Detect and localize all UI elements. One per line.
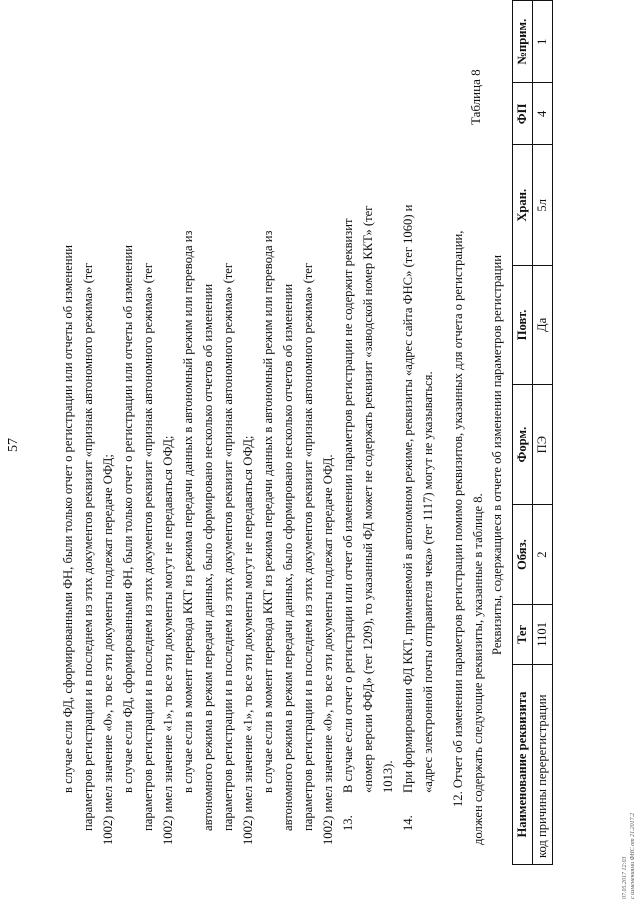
page-number: 57: [6, 438, 21, 452]
item-line: 1013).: [381, 760, 395, 793]
header-tag: Тег: [513, 604, 533, 664]
paragraph-line: 1002) имел значение «0», то все эти документы подлежат передаче ОФД;: [101, 454, 115, 845]
paragraph-12: [448, 55, 488, 845]
cell-storage: 5л: [533, 145, 553, 266]
header-format: Форм.: [513, 384, 533, 505]
header-fp: ФП: [513, 83, 533, 145]
paragraph-line: параметров регистрации и в последнем из этих документов реквизит «признак автономного режима» (тег: [221, 262, 235, 831]
paragraph-line: параметров регистрации и в последнем из этих документов реквизит «признак автономного режима» (тег: [301, 262, 315, 831]
paragraph-line: в случае если в момент перевода ККТ из режима передачи данных в автономный режим или перевода из: [181, 230, 195, 793]
document-body: [58, 55, 488, 845]
numbered-item: [338, 55, 398, 845]
cell-note-number: 1: [533, 1, 553, 83]
item-line: «адрес электронной почты отправителя чека» (тег 1117) могут не указываться.: [421, 371, 435, 793]
cell-tag: 1101: [533, 604, 553, 664]
table-caption: Таблица 8: [468, 69, 483, 125]
paragraph-line: 1002) имел значение «1», то все эти документы могут не передаваться ОФД;: [161, 435, 175, 845]
numbered-item: [398, 55, 438, 845]
scan-stamp-line-2: с изменениями ФНС от 21.2017.2: [630, 812, 636, 899]
cell-mandatory: 2: [533, 505, 553, 604]
requisites-table: [512, 0, 553, 865]
paragraph-line: в случае если ФД, сформированными ФН, были только отчет о регистрации или отчеты об изменении: [61, 245, 75, 793]
scan-stamp-line-1: 07.05.2017 12:03: [622, 856, 628, 899]
paragraph-line: 1002) имел значение «0», то все эти документы подлежат передаче ОФД.: [321, 454, 335, 845]
table-header-row: [513, 1, 533, 865]
cell-repeat: Да: [533, 266, 553, 385]
paragraph-line: параметров регистрации и в последнем из этих документов реквизит «признак автономного режима» (тег: [81, 262, 95, 831]
cell-fp: 4: [533, 83, 553, 145]
item-number: 14.: [401, 815, 415, 831]
item-line: В случае если отчет о регистрации или отчет об изменении параметров регистрации не содержит реквизит: [341, 218, 355, 793]
item-line: При формировании ФД ККТ, применяемой в автономном режиме, реквизиты «адрес сайта ФНС» (тег 1060) и: [401, 204, 415, 793]
paragraph-line: в случае если в момент перевода ККТ из режима передачи данных в автономный режим или перевода из: [261, 230, 275, 793]
paragraph-12-line: 12. Отчет об изменении параметров регистрации помимо реквизитов, указанных для отчета о регистрации,: [451, 230, 465, 807]
item-line: «номер версии ФФД» (тег 1209), то указанный ФД может не содержать реквизит «заводской номер ККТ» (тег: [361, 205, 375, 793]
paragraph-12-line: должен содержать следующие реквизиты, указанные в таблице 8.: [471, 493, 485, 845]
table-row: [533, 1, 553, 865]
header-mandatory: Обяз.: [513, 505, 533, 604]
paragraph-line: автономного режима в режим передачи данных, было сформировано несколько отчетов об изменении: [201, 283, 215, 831]
paragraph-list: [58, 55, 338, 845]
header-repeat: Повт.: [513, 266, 533, 385]
paragraph-line: 1002) имел значение «1», то все эти документы могут не передаваться ОФД;: [241, 435, 255, 845]
table-title: Реквизиты, содержащиеся в отчете об изменении параметров регистрации: [490, 255, 504, 655]
header-note-number: №прим.: [513, 1, 533, 83]
paragraph-line: в случае если ФД, сформированными ФН, были только отчет о регистрации или отчеты об изменении: [121, 245, 135, 793]
cell-format: ПЭ: [533, 384, 553, 505]
item-number: 13.: [341, 815, 355, 831]
header-name: Наименование реквизита: [513, 665, 533, 865]
paragraph-line: автономного режима в режим передачи данных, было сформировано несколько отчетов об изменении: [281, 283, 295, 831]
numbered-items: [338, 55, 438, 845]
paragraph-line: параметров регистрации и в последнем из этих документов реквизит «признак автономного режима» (тег: [141, 262, 155, 831]
header-storage: Хран.: [513, 145, 533, 266]
cell-name: код причины перерегистрации: [533, 665, 553, 865]
